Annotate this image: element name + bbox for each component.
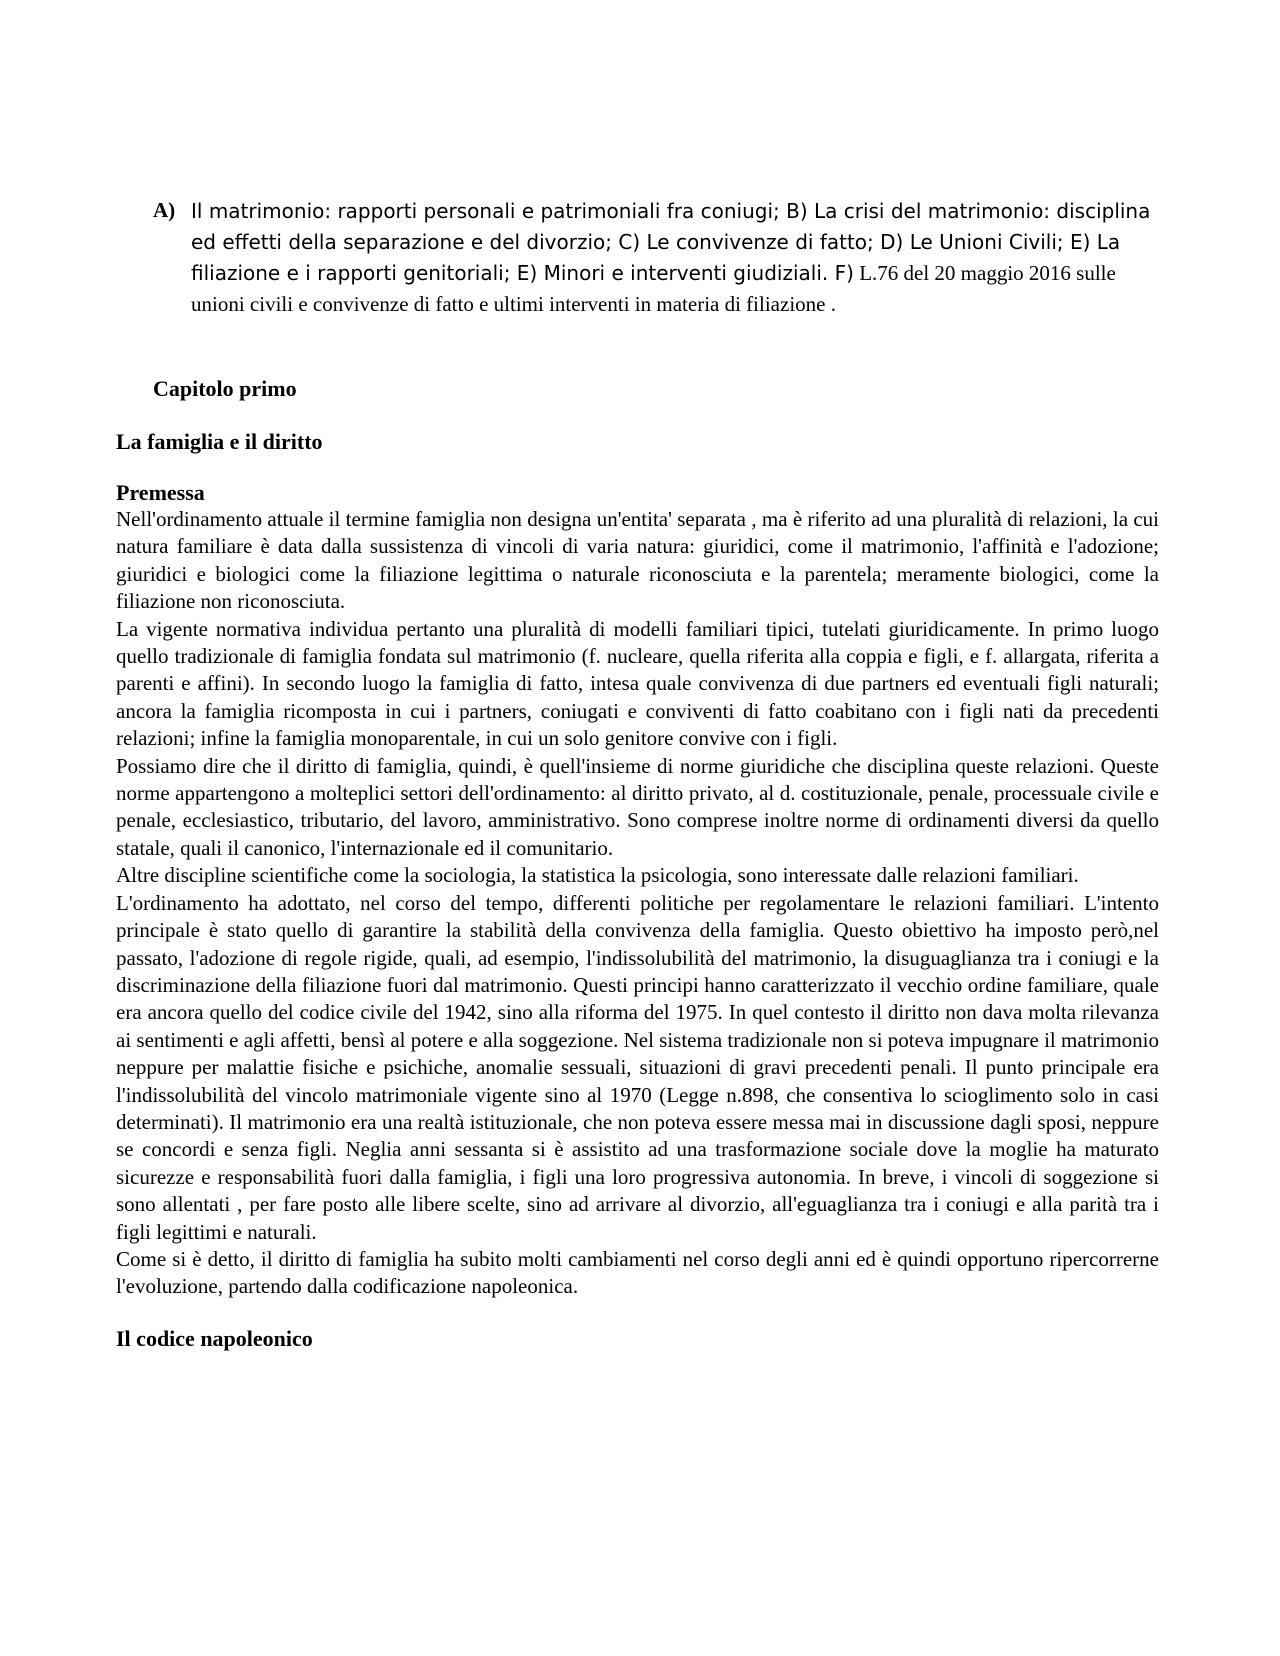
paragraph: L'ordinamento ha adottato, nel corso del tempo, differenti politiche per regolamentare le relazioni familiari. L'intento principale è stato quello di garantire la stabilità della convivenza della famiglia. Questo obiettivo ha imposto però,nel passato, l'adozione di regole rigide, quali, ad esempio, l'indissolubilità del matrimonio, la disuguaglianza tra i coniugi e la discriminazione della filiazione fuori dal matrimonio. Questi principi hanno caratterizzato il vecchio ordine familiare, quale era ancora quello del codice civile del 1942, sino alla riforma del 1975. In quel contesto il diritto non dava molta rilevanza ai sentimenti e agli affetti, bensì al potere e alla soggezione. Nel sistema tradizionale non si poteva impugnare il matrimonio neppure per malattie fisiche e psichiche, anomalie sessuali, situazioni di gravi precedenti penali. Il punto principale era l'indissolubilità del vincolo matrimoniale vigente sino al 1970 (Legge n.898, che consentiva lo scioglimento solo in casi determinati). Il matrimonio era una realtà istituzionale, che non poteva essere messa mai in discussione dagli sposi, neppure se concordi e senza figli. Neglia anni sessanta si è assistito ad una trasformazione sociale dove la moglie ha maturato sicurezze e responsabilità fuori dalla famiglia, i figli una loro progressiva autonomia. In breve, i vincoli di soggezione si sono allentati , per fare posto alle libere scelte, sino ad arrivare al divorzio, all'eguaglianza tra i coniugi e alla parità tra i figli legittimi e naturali. [116,890,1159,1244]
paragraph: Nell'ordinamento attuale il termine famiglia non designa un'entita' separata , ma è riferito ad una pluralità di relazioni, la cui natura familiare è data dalla sussistenza di vincoli di varia natura: giuridici, come il matrimonio, l'affinità e l'adozione; giuridici e biologici come la filiazione legittima o naturale riconosciuta e la parentela; meramente biologici, come la filiazione non riconosciuta. [116,507,1159,614]
paragraph: La vigente normativa individua pertanto una pluralità di modelli familiari tipici, tutelati giuridicamente. In primo luogo quello tradizionale di famiglia fondata sul matrimonio (f. nucleare, quella riferita alla coppia e figli, e f. allargata, riferita a parenti e affini). In secondo luogo la famiglia di fatto, intesa quale convivenza di due partners ed eventuali figli naturali; ancora la famiglia ricomposta in cui i partners, coniugati e conviventi di fatto coabitano con i figli nati da precedenti relazioni; infine la famiglia monoparentale, in cui un solo genitore convive con i figli. [116,616,1159,751]
intro-marker: A) [153,198,176,222]
paragraph: Altre discipline scientifiche come la sociologia, la statistica la psicologia, sono interessate dalle relazioni familiari. [116,863,1079,888]
section-title: La famiglia e il diritto [116,429,323,454]
main-content [116,428,1159,1352]
intro-list-item [153,196,1163,320]
intro-serif-text: L.76 del 20 maggio 2016 sulle unioni civili e convivenze di fatto e ultimi interventi in materia di filiazione . [191,261,1116,316]
intro-text [191,196,1163,320]
paragraph: Possiamo dire che il diritto di famiglia, quindi, è quell'insieme di norme giuridiche che disciplina queste relazioni. Queste norme appartengono a molteplici settori dell'ordinamento: al diritto privato, al d. costituzionale, penale, processuale civile e penale, ecclesiastico, tributario, del lavoro, amministrativo. Sono comprese inoltre norme di ordinamenti diversi da quello statale, quali il canonico, l'internazionale ed il comunitario. [116,753,1159,860]
premessa-title: Premessa [116,480,205,505]
spacer [116,455,1159,479]
next-section-title: Il codice napoleonico [116,1325,313,1351]
chapter-title: Capitolo primo [153,376,297,401]
paragraph: Come si è detto, il diritto di famiglia ha subito molti cambiamenti nel corso degli anni ed è quindi opportuno ripercorrerne l'evoluzione, partendo dalla codificazione napoleonica. [116,1246,1159,1299]
intro-sans-text: Il matrimonio: rapporti personali e patrimoniali fra coniugi; B) La crisi del matrimonio: disciplina ed effetti della separazione e del divorzio; C) Le convivenze di fatto; D) Le Unioni Civili; E) La filiazione e i rapporti genitoriali; E) Minori e interventi giudiziali. F) [191,199,1151,285]
